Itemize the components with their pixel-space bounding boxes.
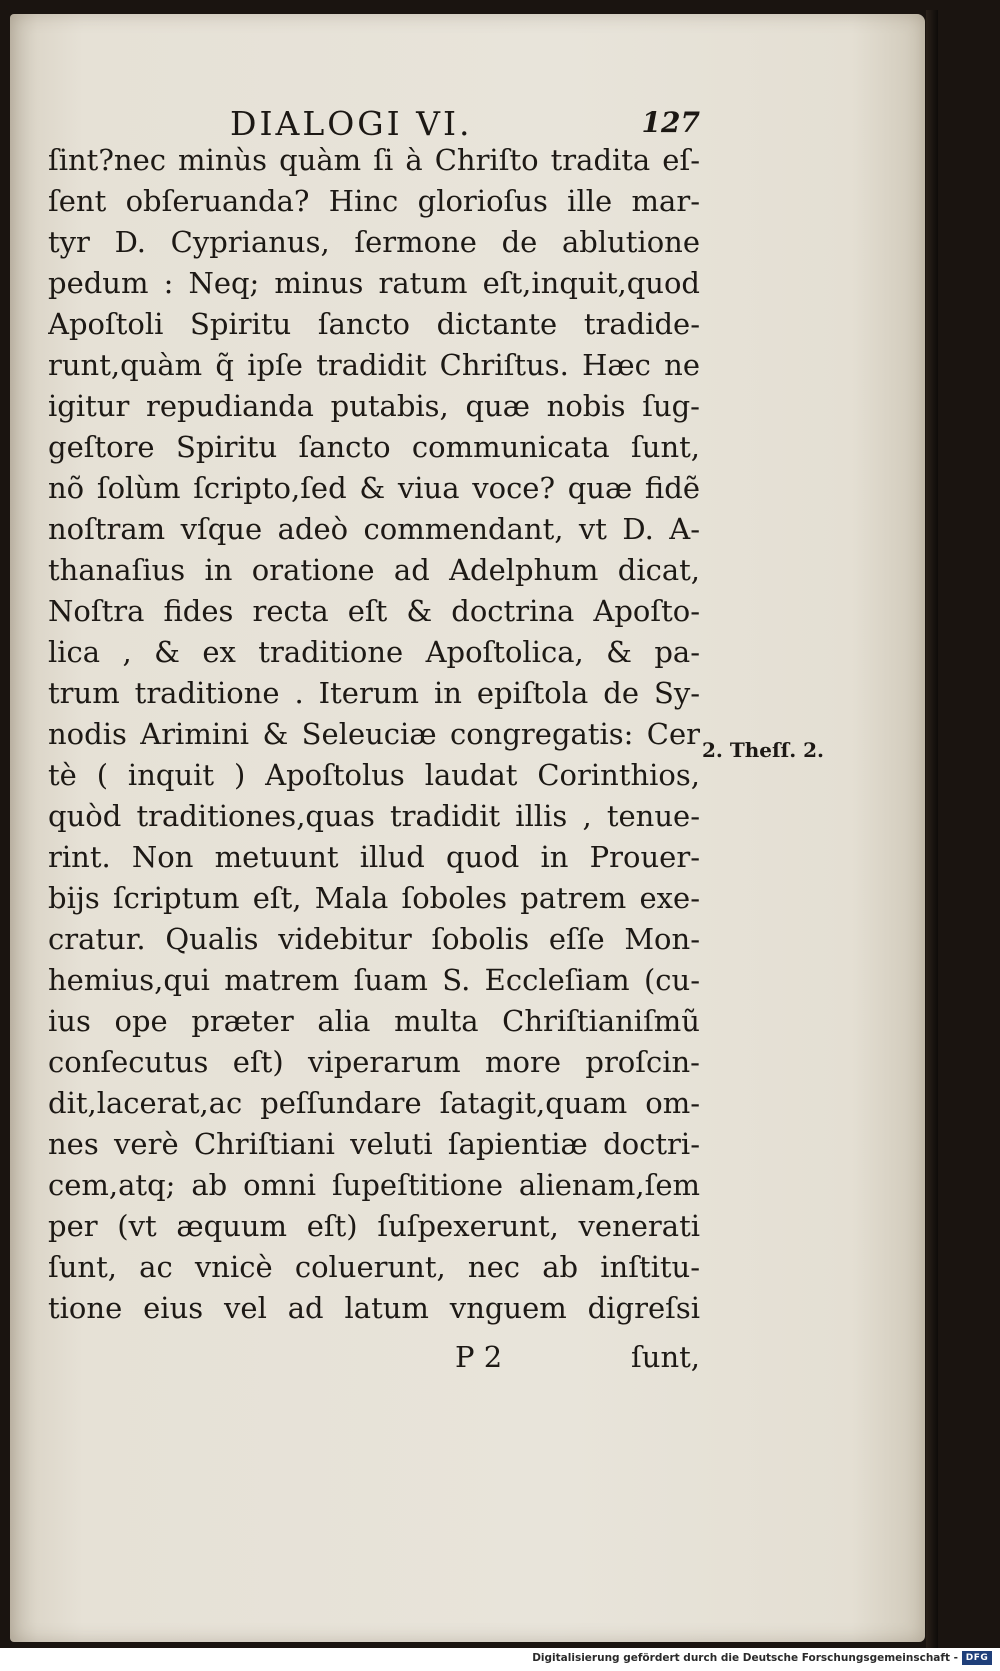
text-line: thanaſius in oratione ad Adelphum dicat, xyxy=(48,553,700,587)
running-title: DIALOGI VI. xyxy=(230,104,473,143)
page-number: 127 xyxy=(641,106,700,139)
text-line: bijs ſcriptum eſt, Mala ſoboles patrem exe- xyxy=(48,881,700,915)
text-line: dit,lacerat,ac peſſundare ſatagit,quam om- xyxy=(48,1086,700,1120)
text-line: cratur. Qualis videbitur ſobolis eſſe Mon- xyxy=(48,922,700,956)
text-line: igitur repudianda putabis, quæ nobis ſug- xyxy=(48,389,700,423)
margin-note: 2. Theſſ. 2. xyxy=(702,738,825,762)
text-line: runt,quàm q̃ ipſe tradidit Chriſtus. Hæc ne xyxy=(48,348,700,382)
text-line: rint. Non metuunt illud quod in Prouer- xyxy=(48,840,700,874)
text-line: quòd traditiones,quas tradidit illis , tenue- xyxy=(48,799,700,833)
text-line: conſecutus eſt) viperarum more proſcin- xyxy=(48,1045,700,1079)
text-line: ſint?nec minùs quàm ſi à Chriſto tradita eſ- xyxy=(48,143,700,177)
signature-mark: P 2 xyxy=(455,1340,503,1374)
text-line: nodis Arimini & Seleuciæ congregatis: Cer xyxy=(48,717,700,751)
text-line: geſtore Spiritu ſancto communicata ſunt, xyxy=(48,430,700,464)
catchword: ſunt, xyxy=(631,1340,700,1374)
text-line: hemius,qui matrem ſuam S. Eccleſiam (cu- xyxy=(48,963,700,997)
text-line: tyr D. Cyprianus, ſermone de ablutione xyxy=(48,225,700,259)
text-line: noſtram vſque adeò commendant, vt D. A- xyxy=(48,512,700,546)
text-line: lica , & ex traditione Apoſtolica, & pa- xyxy=(48,635,700,669)
text-line: pedum : Neq; minus ratum eſt,inquit,quod xyxy=(48,266,700,300)
page-footer xyxy=(48,1340,700,1380)
text-line: trum traditione . Iterum in epiſtola de Sy- xyxy=(48,676,700,710)
text-line: Apoſtoli Spiritu ſancto dictante tradide- xyxy=(48,307,700,341)
text-line: per (vt æquum eſt) ſuſpexerunt, venerati xyxy=(48,1209,700,1243)
text-line: nõ ſolùm ſcripto,ſed & viua voce? quæ fidẽ xyxy=(48,471,700,505)
page-edge-shadow xyxy=(926,10,938,1650)
text-line: ſunt, ac vnicè coluerunt, nec ab inſtitu- xyxy=(48,1250,700,1284)
text-line: Noſtra fides recta eſt & doctrina Apoſto- xyxy=(48,594,700,628)
dfg-logo: DFG xyxy=(962,1651,992,1665)
text-line: tè ( inquit ) Apoſtolus laudat Corinthios, xyxy=(48,758,700,792)
text-line: ſent obſeruanda? Hinc glorioſus ille mar- xyxy=(48,184,700,218)
text-line: tione eius vel ad latum vnguem digreſsi xyxy=(48,1291,700,1325)
body-text xyxy=(48,140,700,1329)
funding-credit: Digitalisierung gefördert durch die Deutsche Forschungsgemeinschaft - xyxy=(532,1652,958,1664)
text-line: ius ope præter alia multa Chriſtianiſmũ xyxy=(48,1004,700,1038)
text-line: cem,atq; ab omni ſupeſtitione alienam,ſem xyxy=(48,1168,700,1202)
text-line: nes verè Chriſtiani veluti ſapientiæ doctri- xyxy=(48,1127,700,1161)
